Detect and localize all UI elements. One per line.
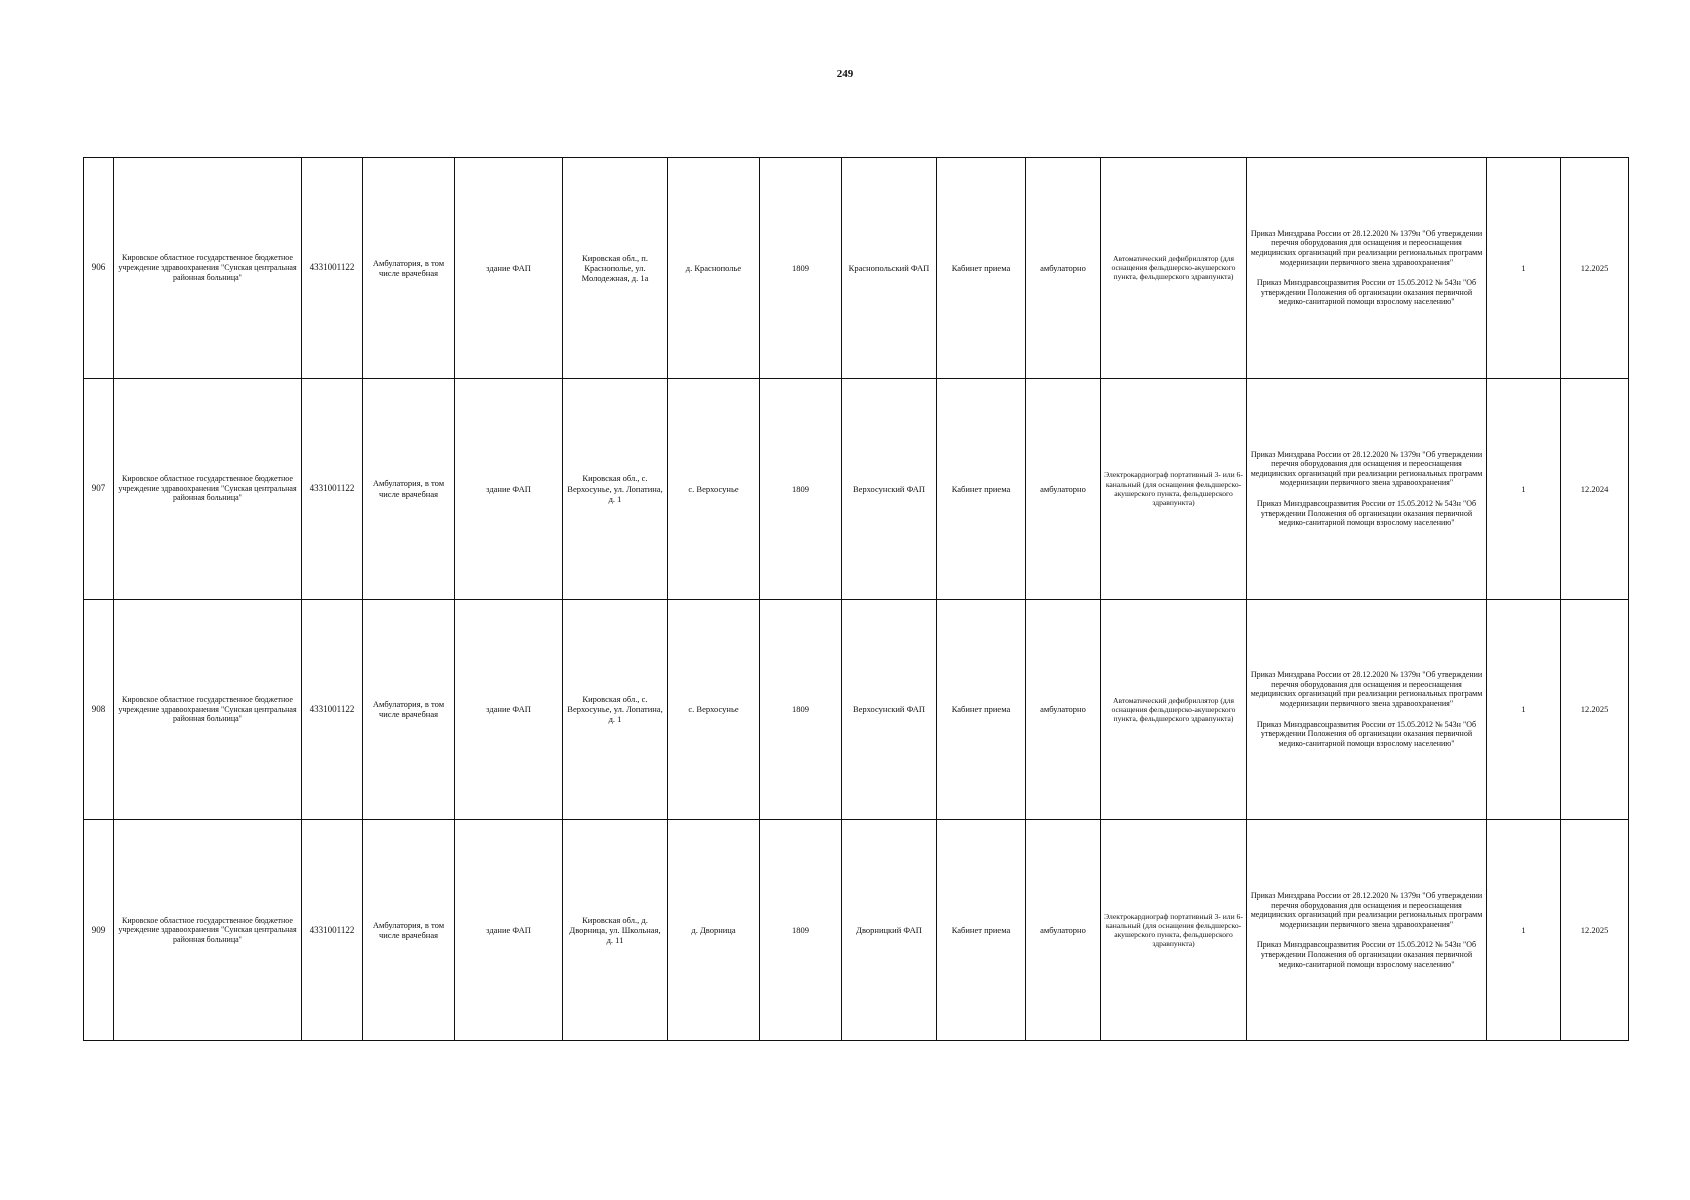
inn-code: 4331001122	[302, 820, 363, 1041]
table-row	[84, 599, 1629, 820]
population: 1809	[760, 158, 842, 379]
room-name: Кабинет приема	[937, 820, 1026, 1041]
basis-order-543n: Приказ Минздравсоцразвития России от 15.05.2012 № 543н "Об утверждении Положения об организации оказания первичной медико-санитарной помощи взрослому населению"	[1256, 498, 1477, 528]
inn-code: 4331001122	[302, 599, 363, 820]
quantity: 1	[1487, 820, 1561, 1041]
legal-basis	[1247, 599, 1487, 820]
basis-order-543n: Приказ Минздравсоцразвития России от 15.05.2012 № 543н "Об утверждении Положения об организации оказания первичной медико-санитарной помощи взрослому населению"	[1256, 719, 1477, 748]
room-name: Кабинет приема	[937, 378, 1026, 599]
basis-order-543n: Приказ Минздравсоцразвития России от 15.05.2012 № 543н "Об утверждении Положения об организации оказания первичной медико-санитарной помощи взрослому населению"	[1256, 278, 1477, 307]
room-name: Кабинет приема	[937, 599, 1026, 820]
building-type: здание ФАП	[455, 820, 563, 1041]
delivery-date: 12.2025	[1561, 599, 1629, 820]
equipment-name: Автоматический дефибриллятор (для оснащения фельдшерско-акушерского пункта, фельдшерского здравпункта)	[1101, 599, 1247, 820]
unit-name: Верхосунский ФАП	[842, 599, 937, 820]
quantity: 1	[1487, 599, 1561, 820]
basis-order-1379n: Приказ Минздрава России от 28.12.2020 № 1379н "Об утверждении перечня оборудования для оснащения и переоснащения медицинских организаций при реализации региональных программ модернизации первичного звена здравоохранения"	[1250, 670, 1483, 709]
room-name: Кабинет приема	[937, 158, 1026, 379]
facility-address: Кировская обл., с. Верхосунье, ул. Лопатина, д. 1	[563, 378, 668, 599]
population: 1809	[760, 378, 842, 599]
delivery-date: 12.2025	[1561, 158, 1629, 379]
basis-order-543n: Приказ Минздравсоцразвития России от 15.05.2012 № 543н "Об утверждении Положения об организации оказания первичной медико-санитарной помощи взрослому населению"	[1256, 940, 1477, 969]
population: 1809	[760, 820, 842, 1041]
organization-name: Кировское областное государственное бюджетное учреждение здравоохранения "Сунская центральная районная больница"	[114, 599, 302, 820]
equipment-name: Электрокардиограф портативный 3- или 6-канальный (для оснащения фельдшерско-акушерского пункта, фельдшерского здравпункта)	[1101, 378, 1247, 599]
care-mode: амбулаторно	[1026, 599, 1101, 820]
inn-code: 4331001122	[302, 378, 363, 599]
care-mode: амбулаторно	[1026, 378, 1101, 599]
organization-name: Кировское областное государственное бюджетное учреждение здравоохранения "Сунская центральная районная больница"	[114, 820, 302, 1041]
basis-order-1379n: Приказ Минздрава России от 28.12.2020 № 1379н "Об утверждении перечня оборудования для оснащения и переоснащения медицинских организаций при реализации региональных программ модернизации первичного звена здравоохранения"	[1250, 228, 1483, 267]
basis-order-1379n: Приказ Минздрава России от 28.12.2020 № 1379н "Об утверждении перечня оборудования для оснащения и переоснащения медицинских организаций при реализации региональных программ модернизации первичного звена здравоохранения"	[1250, 891, 1483, 929]
facility-address: Кировская обл., д. Дворница, ул. Школьная, д. 11	[563, 820, 668, 1041]
care-mode: амбулаторно	[1026, 820, 1101, 1041]
inn-code: 4331001122	[302, 158, 363, 379]
row-number: 907	[84, 378, 114, 599]
basis-order-1379n: Приказ Минздрава России от 28.12.2020 № 1379н "Об утверждении перечня оборудования для оснащения и переоснащения медицинских организаций при реализации региональных программ модернизации первичного звена здравоохранения"	[1250, 449, 1483, 488]
facility-type: Амбулатория, в том числе врачебная	[363, 820, 455, 1041]
delivery-date: 12.2024	[1561, 378, 1629, 599]
unit-name: Дворницкий ФАП	[842, 820, 937, 1041]
unit-name: Верхосунский ФАП	[842, 378, 937, 599]
organization-name: Кировское областное государственное бюджетное учреждение здравоохранения "Сунская центральная районная больница"	[114, 158, 302, 379]
equipment-name: Электрокардиограф портативный 3- или 6-канальный (для оснащения фельдшерско-акушерского пункта, фельдшерского здравпункта)	[1101, 820, 1247, 1041]
equipment-registry-table	[83, 157, 1629, 1041]
building-type: здание ФАП	[455, 378, 563, 599]
table-row	[84, 820, 1629, 1041]
delivery-date: 12.2025	[1561, 820, 1629, 1041]
table-row	[84, 158, 1629, 379]
legal-basis	[1247, 158, 1487, 379]
row-number: 909	[84, 820, 114, 1041]
facility-type: Амбулатория, в том числе врачебная	[363, 599, 455, 820]
locality: д. Краснополье	[668, 158, 760, 379]
building-type: здание ФАП	[455, 158, 563, 379]
locality: д. Дворница	[668, 820, 760, 1041]
locality: с. Верхосунье	[668, 599, 760, 820]
page-number: 249	[836, 68, 854, 80]
facility-address: Кировская обл., с. Верхосунье, ул. Лопатина, д. 1	[563, 599, 668, 820]
population: 1809	[760, 599, 842, 820]
table-row	[84, 378, 1629, 599]
organization-name: Кировское областное государственное бюджетное учреждение здравоохранения "Сунская центральная районная больница"	[114, 378, 302, 599]
facility-address: Кировская обл., п. Краснополье, ул. Молодежная, д. 1а	[563, 158, 668, 379]
row-number: 908	[84, 599, 114, 820]
equipment-name: Автоматический дефибриллятор (для оснащения фельдшерско-акушерского пункта, фельдшерского здравпункта)	[1101, 158, 1247, 379]
quantity: 1	[1487, 158, 1561, 379]
unit-name: Краснопольский ФАП	[842, 158, 937, 379]
legal-basis	[1247, 820, 1487, 1041]
facility-type: Амбулатория, в том числе врачебная	[363, 378, 455, 599]
legal-basis	[1247, 378, 1487, 599]
locality: с. Верхосунье	[668, 378, 760, 599]
facility-type: Амбулатория, в том числе врачебная	[363, 158, 455, 379]
care-mode: амбулаторно	[1026, 158, 1101, 379]
building-type: здание ФАП	[455, 599, 563, 820]
quantity: 1	[1487, 378, 1561, 599]
row-number: 906	[84, 158, 114, 379]
